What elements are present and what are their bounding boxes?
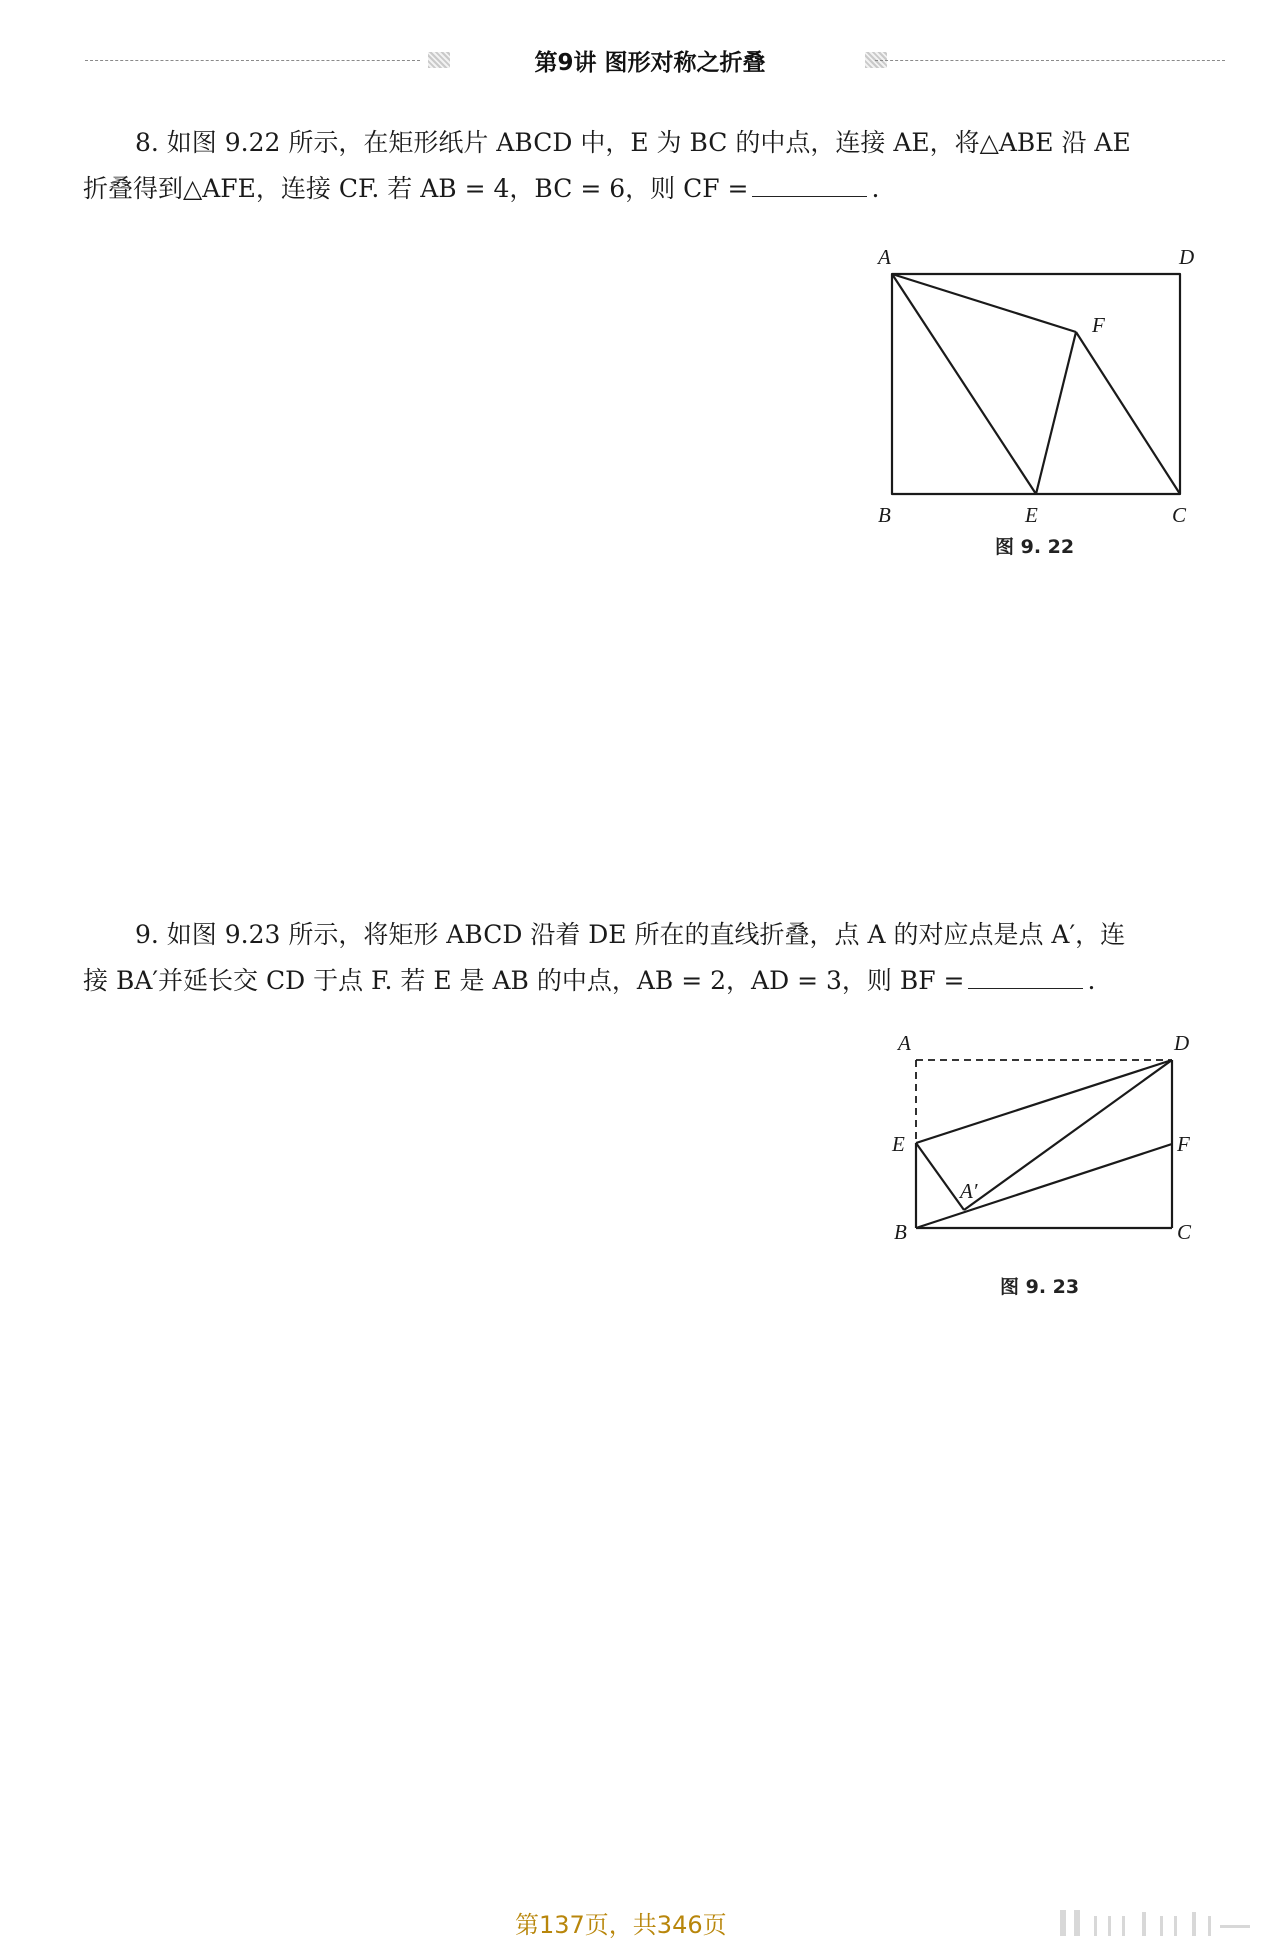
figure-9-23: [880, 1030, 1220, 1245]
figure-9-22-caption: 图 9. 22: [995, 536, 1075, 558]
problem-8-line-2: [83, 166, 1233, 212]
label-a-prime: A′: [960, 1179, 978, 1203]
label-e: E: [1025, 503, 1038, 527]
header-rule-right: [875, 60, 1225, 61]
header-rule-left: [85, 60, 420, 61]
label-a: A: [878, 245, 891, 269]
answer-blank-8[interactable]: [752, 168, 867, 197]
chapter-title: 第9讲 图形对称之折叠: [534, 50, 766, 76]
answer-blank-9[interactable]: [968, 960, 1083, 989]
label-d: D: [1179, 245, 1195, 269]
segment-ed: [916, 1060, 1172, 1143]
label-c: C: [1172, 503, 1187, 527]
label-e: E: [892, 1132, 905, 1156]
label-d: D: [1174, 1031, 1190, 1055]
segment-ae: [892, 274, 1036, 494]
label-f: F: [1177, 1132, 1190, 1156]
label-b: B: [894, 1220, 907, 1244]
segment-fe: [1036, 332, 1076, 494]
segment-a-prime-d: [964, 1060, 1172, 1210]
page-indicator: 第137页，共346页: [515, 1911, 727, 1939]
segment-fc: [1076, 332, 1180, 494]
problem-9-text: [83, 912, 1233, 1004]
problem-8-line-1: 8. 如图 9.22 所示，在矩形纸片 ABCD 中，E 为 BC 的中点，连接 AE，将△ABE 沿 AE: [135, 128, 1131, 157]
label-a: A: [898, 1031, 911, 1055]
page-scrubber-icon[interactable]: [1060, 1908, 1260, 1938]
page-footer: [0, 1902, 1280, 1942]
problem-9-line-2-text: 接 BA′并延长交 CD 于点 F. 若 E 是 AB 的中点，AB = 2，AD = 3，则 BF =: [83, 966, 965, 995]
segment-ea-prime: [916, 1143, 964, 1210]
figure-9-23-caption: 图 9. 23: [1000, 1276, 1080, 1298]
problem-9-period: .: [1087, 966, 1096, 995]
header-ornament-left: [428, 52, 450, 68]
segment-bf: [916, 1144, 1172, 1228]
label-c: C: [1177, 1220, 1192, 1244]
problem-9-line-1: 9. 如图 9.23 所示，将矩形 ABCD 沿着 DE 所在的直线折叠，点 A 的对应点是点 A′，连: [135, 920, 1126, 949]
segment-af: [892, 274, 1076, 332]
problem-9-line-2: [83, 958, 1233, 1004]
problem-8-period: .: [871, 174, 880, 203]
label-f: F: [1092, 313, 1105, 337]
figure-9-22: [870, 240, 1210, 527]
label-b: B: [878, 503, 891, 527]
rectangle-abcd: [892, 274, 1180, 494]
problem-8-line-2-text: 折叠得到△AFE，连接 CF. 若 AB = 4，BC = 6，则 CF =: [83, 174, 749, 203]
problem-8-text: [83, 120, 1233, 212]
page-header: [0, 40, 1280, 80]
